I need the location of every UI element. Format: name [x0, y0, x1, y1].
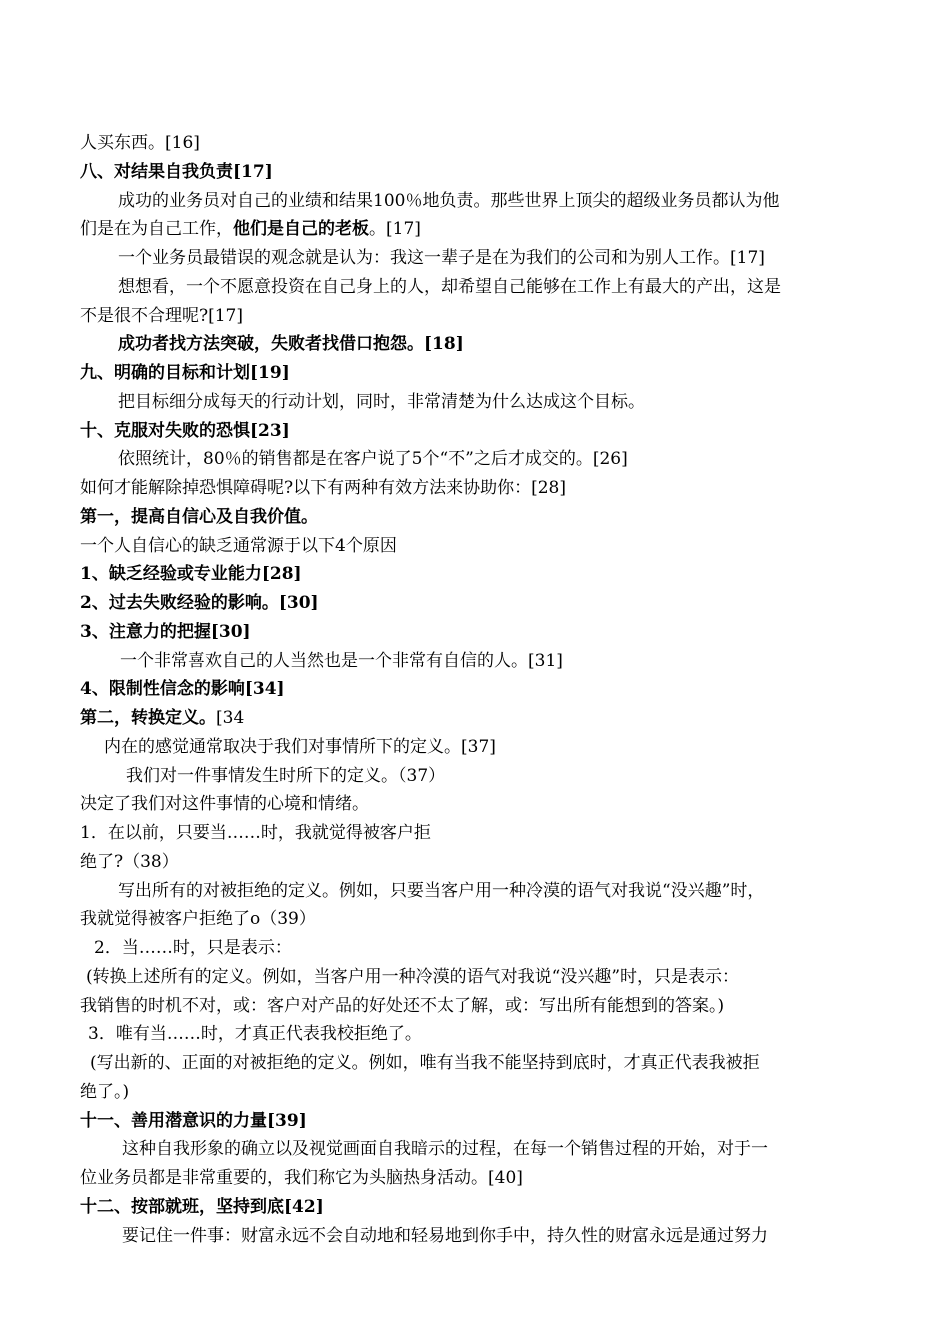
- text-line: 把目标细分成每天的行动计划，同时，非常清楚为什么达成这个目标。: [118, 391, 645, 412]
- text-line: 1．在以前，只要当……时，我就觉得被客户拒: [80, 823, 431, 843]
- text-line: 如何才能解除掉恐惧障碍呢?以下有两种有效方法来协助你：[28]: [80, 478, 567, 498]
- bold-phrase: 他们是自己的老板: [233, 219, 369, 240]
- text-line: 绝了。): [80, 1081, 130, 1102]
- text-line: 绝了?（38）: [80, 851, 179, 872]
- text-line: 一个人自信心的缺乏通常源于以下4个原因: [80, 535, 397, 556]
- text-line: 我们对一件事情发生时所下的定义。（37）: [126, 765, 446, 786]
- text-line: 4、限制性信念的影响[34]: [80, 679, 285, 700]
- text-line: 八、对结果自我负责[17]: [80, 161, 273, 182]
- text-line: 十一、善用潜意识的力量[39]: [80, 1110, 307, 1131]
- text-line: 2．当……时，只是表示：: [94, 938, 292, 958]
- bold-phrase: 第二，转换定义。: [80, 708, 216, 728]
- text-line: 第二，转换定义。[34: [80, 708, 245, 728]
- text-line: 内在的感觉通常取决于我们对事情所下的定义。[37]: [104, 736, 496, 757]
- text-line: 我就觉得被客户拒绝了o（39）: [80, 909, 316, 930]
- text-line: 十二、按部就班，坚持到底[42]: [80, 1196, 324, 1217]
- text-line: 第一，提高自信心及自我价值。: [80, 506, 318, 527]
- text-line: 一个业务员最错误的观念就是认为：我这一辈子是在为我们的公司和为别人工作。[17]: [118, 248, 765, 268]
- text-line: (转换上述所有的定义。例如，当客户用一种冷漠的语气对我说“没兴趣”时，只是表示：: [86, 966, 740, 987]
- text-line: 成功者找方法突破，失败者找借口抱怨。[18]: [118, 334, 464, 355]
- text-line: 3．唯有当……时，才真正代表我校拒绝了。: [88, 1024, 422, 1045]
- text-line: 依照统计，80％的销售都是在客户说了5个“不”之后才成交的。[26]: [118, 449, 628, 470]
- text-line: 想想看，一个不愿意投资在自己身上的人，却希望自己能够在工作上有最大的产出，这是: [118, 276, 781, 297]
- text-line: 成功的业务员对自己的业绩和结果100％地负责。那些世界上顶尖的超级业务员都认为他: [118, 190, 780, 211]
- text-line: 不是很不合理呢?[17]: [80, 305, 244, 326]
- text-line: 一个非常喜欢自己的人当然也是一个非常有自信的人。[31]: [120, 650, 563, 671]
- text-line: 决定了我们对这件事情的心境和情绪。: [80, 794, 369, 815]
- text-line: 人买东西。[16]: [80, 133, 200, 153]
- text-line: 们是在为自己工作，他们是自己的老板。[17]: [80, 219, 421, 240]
- text-line: 2、过去失败经验的影响。[30]: [80, 593, 319, 613]
- text-line: 这种自我形象的确立以及视觉画面自我暗示的过程，在每一个销售过程的开始，对于一: [122, 1139, 768, 1160]
- text-line: 1、缺乏经验或专业能力[28]: [80, 564, 302, 585]
- text-line: (写出新的、正面的对被拒绝的定义。例如，唯有当我不能坚持到底时，才真正代表我被拒: [90, 1053, 760, 1073]
- text-line: 我销售的时机不对，或：客户对产品的好处还不太了解，或：写出所有能想到的答案。): [80, 995, 725, 1016]
- text-line: 九、明确的目标和计划[19]: [80, 363, 290, 383]
- text-line: 写出所有的对被拒绝的定义。例如，只要当客户用一种冷漠的语气对我说“没兴趣”时，: [118, 880, 765, 901]
- text-line: 要记住一件事：财富永远不会自动地和轻易地到你手中，持久性的财富永远是通过努力: [122, 1225, 768, 1246]
- text-line: 十、克服对失败的恐惧[23]: [80, 420, 290, 441]
- text-line: 3、注意力的把握[30]: [80, 621, 251, 642]
- text-line: 位业务员都是非常重要的，我们称它为头脑热身活动。[40]: [80, 1168, 523, 1188]
